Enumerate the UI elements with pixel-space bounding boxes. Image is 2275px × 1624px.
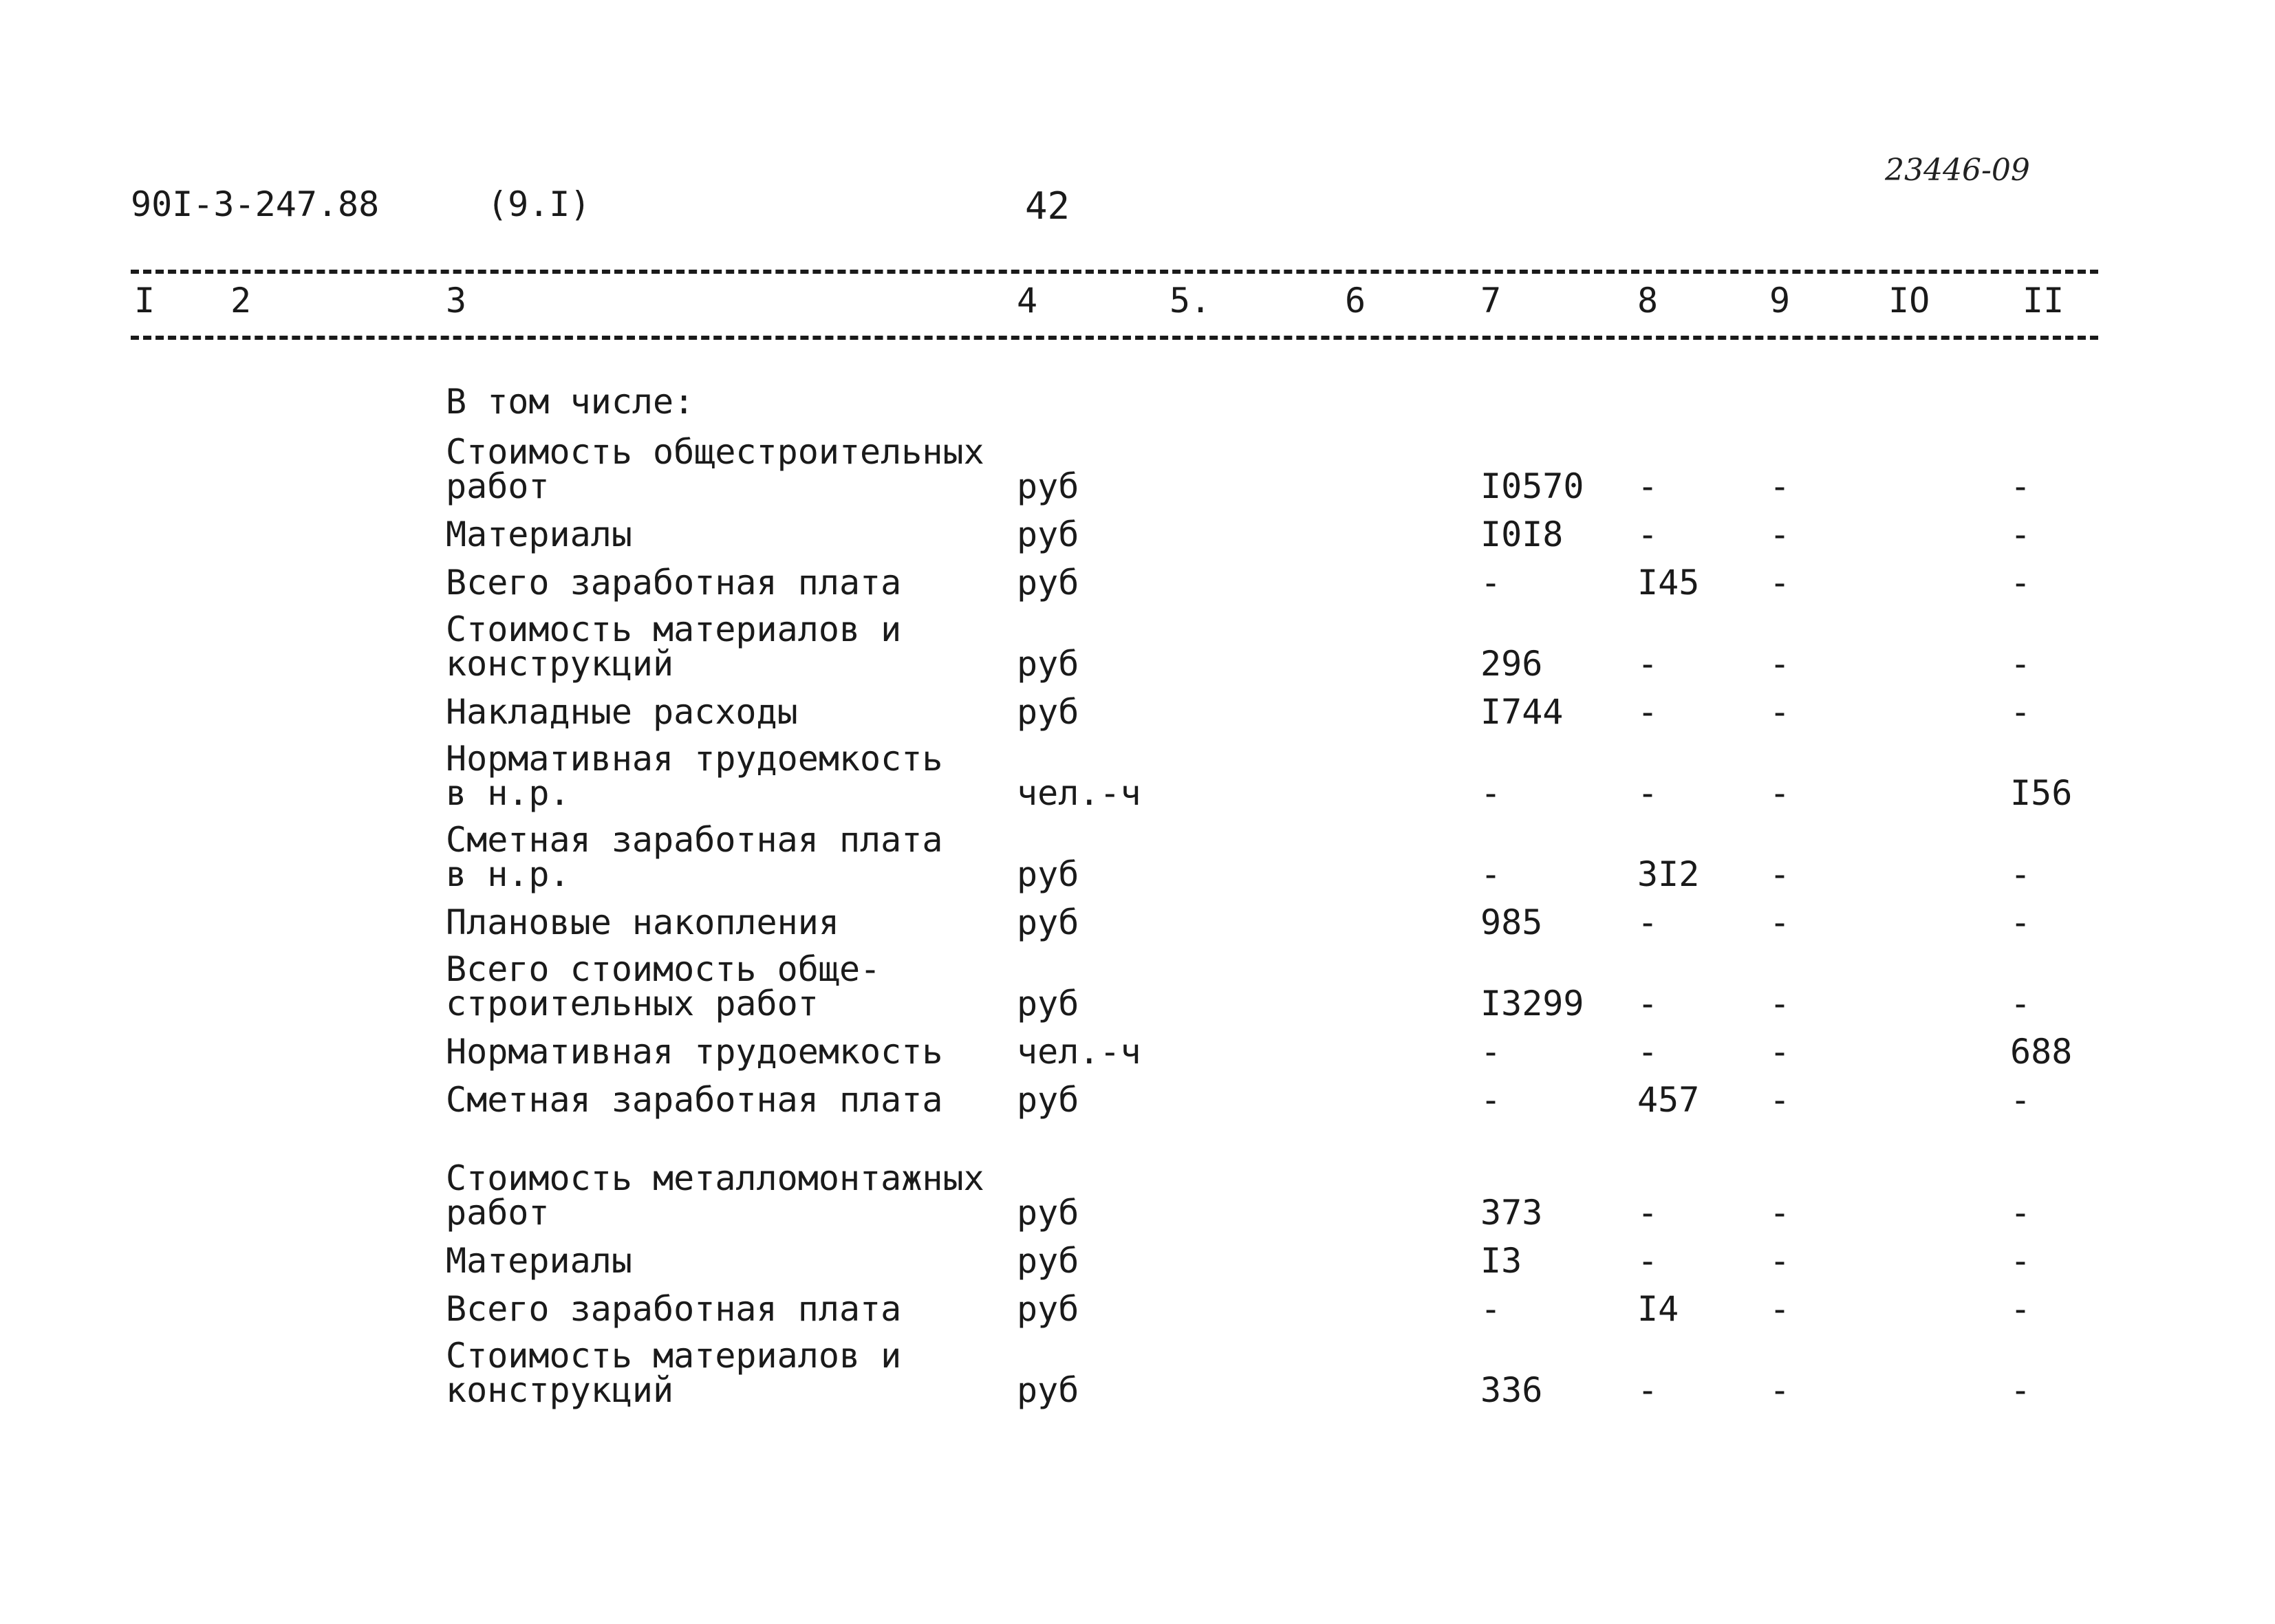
row-col8: - (1637, 515, 1659, 554)
row-col8: - (1637, 1032, 1659, 1072)
row-description: Нормативная трудоемкость (446, 1032, 943, 1072)
row-description: Нормативная трудоемкость в н.р. (446, 739, 943, 813)
row-col8: 3I2 (1637, 854, 1700, 894)
row-col7: 985 (1480, 902, 1543, 942)
row-col11: - (2010, 1289, 2031, 1329)
row-unit: руб (1017, 644, 1079, 684)
column-number-9: 9 (1769, 281, 1791, 321)
row-description: Стоимость материалов и конструкций (446, 609, 902, 684)
row-unit: руб (1017, 1370, 1079, 1410)
row-col7: - (1480, 563, 1502, 603)
row-col8: I4 (1637, 1289, 1679, 1329)
row-description: Стоимость общестроительных работ (446, 432, 984, 506)
row-col7: I0I8 (1480, 515, 1564, 554)
row-col11: - (2010, 466, 2031, 506)
row-col9: - (1769, 1370, 1791, 1410)
row-col7: 296 (1480, 644, 1543, 684)
row-col7: 336 (1480, 1370, 1543, 1410)
row-description: Всего заработная плата (446, 563, 902, 603)
row-col11: - (2010, 854, 2031, 894)
table-row (0, 517, 2275, 603)
row-col7: I0570 (1480, 466, 1584, 506)
row-col9: - (1769, 1032, 1791, 1072)
row-col11: I56 (2010, 773, 2073, 813)
row-col11: - (2010, 1193, 2031, 1233)
row-col11: - (2010, 902, 2031, 942)
row-description: Всего стоимость обще- строительных работ (446, 949, 881, 1024)
row-description: Плановые накопления (446, 902, 839, 942)
table-row (0, 1032, 2275, 1120)
row-col11: - (2010, 692, 2031, 732)
handwritten-stamp-number: 23446-09 (1885, 153, 2030, 188)
row-col8: - (1637, 1370, 1659, 1410)
row-unit: руб (1017, 984, 1079, 1024)
row-col9: - (1769, 854, 1791, 894)
row-unit: руб (1017, 1080, 1079, 1120)
row-unit: чел.-ч (1017, 1032, 1141, 1072)
row-col7: I3 (1480, 1241, 1522, 1281)
row-col7: - (1480, 1032, 1502, 1072)
row-unit: руб (1017, 902, 1079, 942)
row-col11: - (2010, 984, 2031, 1024)
row-col9: - (1769, 692, 1791, 732)
row-description: Материалы (446, 515, 632, 554)
row-col7: - (1480, 854, 1502, 894)
row-col7: I3299 (1480, 984, 1584, 1024)
document-code: 90I-3-247.88 (131, 184, 380, 224)
table-row (0, 854, 2275, 942)
row-col9: - (1769, 563, 1791, 603)
row-col9: - (1769, 515, 1791, 554)
row-unit: руб (1017, 854, 1079, 894)
row-col11: 688 (2010, 1032, 2073, 1072)
row-description: Накладные расходы (446, 692, 798, 732)
column-number-2: 2 (230, 281, 252, 321)
column-number-11: II (2023, 281, 2064, 321)
row-col8: I45 (1637, 563, 1700, 603)
row-col9: - (1769, 1241, 1791, 1281)
section-number: (9.I) (487, 184, 591, 224)
row-description: Всего заработная плата (446, 1289, 902, 1329)
row-col11: - (2010, 515, 2031, 554)
table-row (0, 1325, 2275, 1410)
row-col11: - (2010, 1241, 2031, 1281)
column-number-6: 6 (1345, 281, 1366, 321)
column-number-7: 7 (1480, 281, 1502, 321)
row-col8: 457 (1637, 1080, 1700, 1120)
column-number-1: I (134, 281, 155, 321)
row-description: Сметная заработная плата (446, 1080, 943, 1120)
page-number: 42 (1025, 184, 1070, 228)
row-col9: - (1769, 644, 1791, 684)
column-number-3: 3 (446, 281, 467, 321)
row-col11: - (2010, 644, 2031, 684)
row-col8: - (1637, 466, 1659, 506)
row-col9: - (1769, 773, 1791, 813)
column-number-5: 5. (1169, 281, 1211, 321)
row-description: Стоимость материалов и конструкций (446, 1336, 902, 1410)
row-col9: - (1769, 1289, 1791, 1329)
row-unit: чел.-ч (1017, 773, 1141, 813)
row-col8: - (1637, 984, 1659, 1024)
row-description: Стоимость металломонтажных работ (446, 1158, 984, 1233)
row-col8: - (1637, 1241, 1659, 1281)
row-col9: - (1769, 984, 1791, 1024)
column-number-10: IO (1888, 281, 1930, 321)
row-col7: - (1480, 773, 1502, 813)
row-col8: - (1637, 902, 1659, 942)
row-col7: I744 (1480, 692, 1564, 732)
row-col9: - (1769, 466, 1791, 506)
row-unit: руб (1017, 1193, 1079, 1233)
row-col9: - (1769, 1080, 1791, 1120)
column-number-4: 4 (1017, 281, 1038, 321)
table-row (0, 728, 2275, 813)
row-description: Материалы (446, 1241, 632, 1281)
row-unit: руб (1017, 515, 1079, 554)
row-unit: руб (1017, 563, 1079, 603)
table-row (0, 1241, 2275, 1329)
row-unit: руб (1017, 692, 1079, 732)
row-col9: - (1769, 902, 1791, 942)
row-col7: - (1480, 1080, 1502, 1120)
row-col8: - (1637, 692, 1659, 732)
row-col7: 373 (1480, 1193, 1543, 1233)
row-unit: руб (1017, 1241, 1079, 1281)
subheading: В том числе: (446, 382, 695, 422)
top-dashed-rule (131, 270, 2098, 274)
row-description: Сметная заработная плата в н.р. (446, 820, 943, 894)
row-col11: - (2010, 1370, 2031, 1410)
row-col8: - (1637, 1193, 1659, 1233)
row-col8: - (1637, 644, 1659, 684)
row-col7: - (1480, 1289, 1502, 1329)
row-col9: - (1769, 1193, 1791, 1233)
bottom-dashed-rule (131, 336, 2098, 340)
row-unit: руб (1017, 466, 1079, 506)
row-col11: - (2010, 1080, 2031, 1120)
row-unit: руб (1017, 1289, 1079, 1329)
row-col8: - (1637, 773, 1659, 813)
column-number-8: 8 (1637, 281, 1659, 321)
row-col11: - (2010, 563, 2031, 603)
